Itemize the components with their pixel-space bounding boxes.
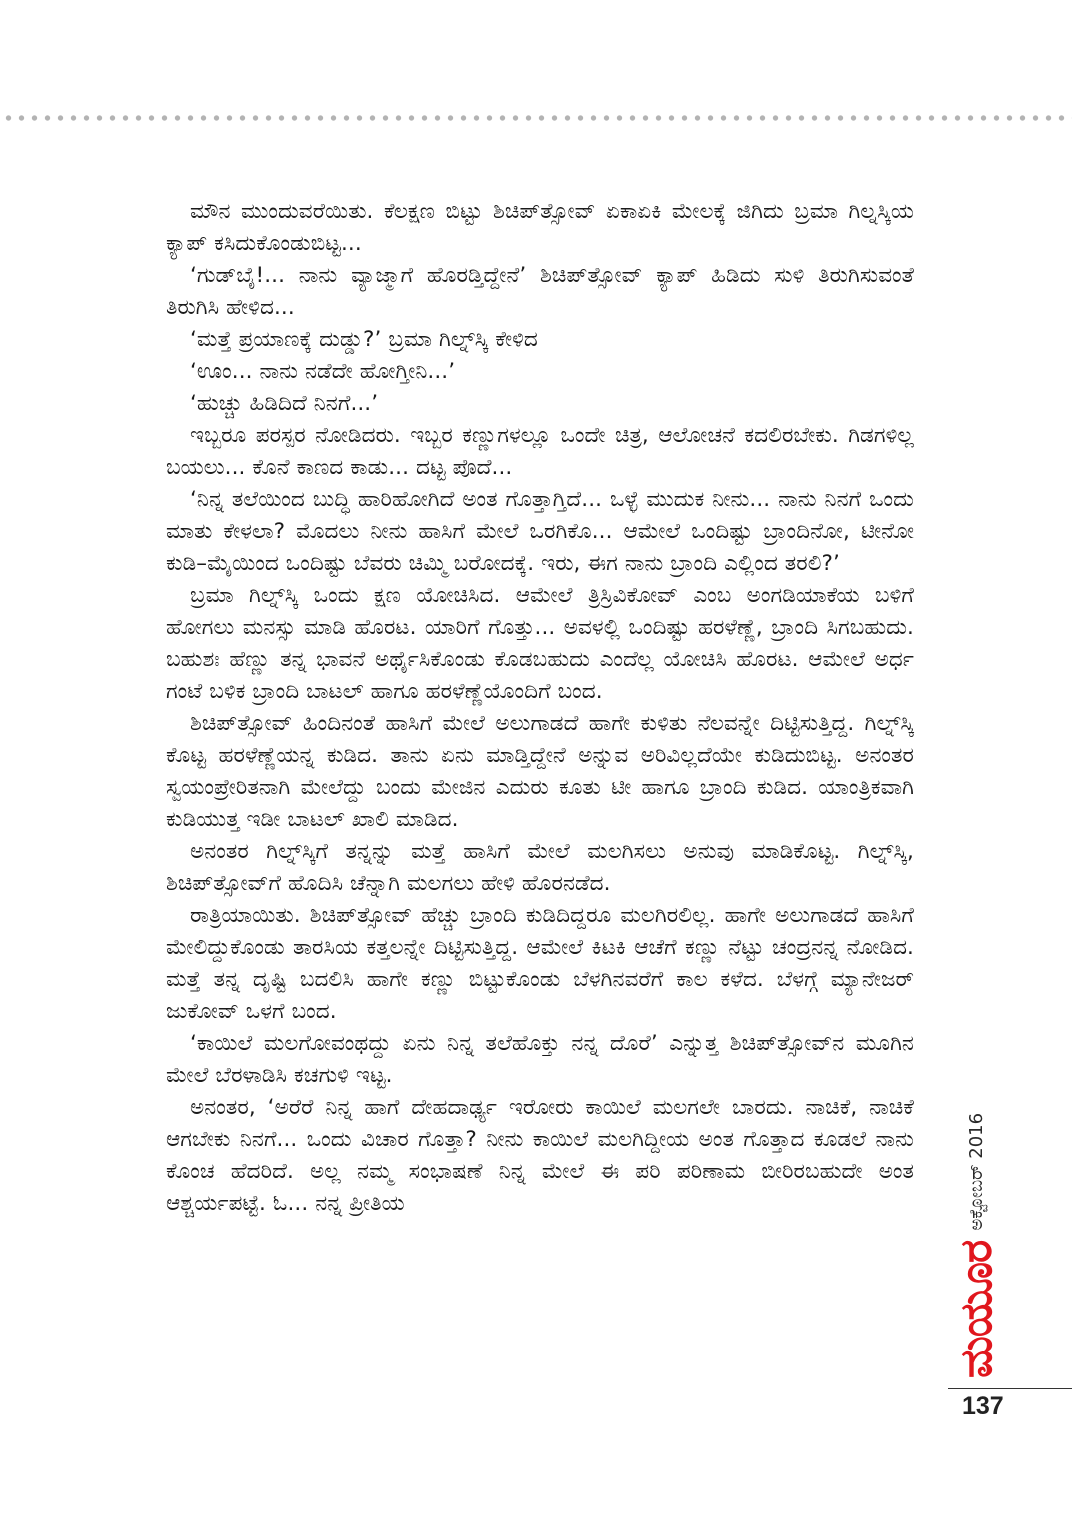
- dotted-header-rule: [0, 114, 1072, 122]
- magazine-logo: ಮಯೂರ: [951, 1240, 1002, 1378]
- page-number: 137: [962, 1392, 1004, 1420]
- paragraph: ಮೌನ ಮುಂದುವರೆಯಿತು. ಕೆಲಕ್ಷಣ ಬಿಟ್ಟು ಶಿಚಿಪ್‌ತ್ಸೋವ್ ಏಕಾಏಕಿ ಮೇಲಕ್ಕೆ ಜಿಗಿದು ಬ್ರಮಾ ಗಿಲ್ನಸ್ಕಿಯ ಕ್ಯಾಪ್ ಕಸಿದುಕೊಂಡುಬಿಟ್ಟ...: [166, 199, 914, 256]
- paragraph: ಇಬ್ಬರೂ ಪರಸ್ಪರ ನೋಡಿದರು. ಇಬ್ಬರ ಕಣ್ಣುಗಳಲ್ಲೂ ಒಂದೇ ಚಿತ್ರ, ಆಲೋಚನೆ ಕದಲಿರಬೇಕು. ಗಿಡಗಳಿಲ್ಲ ಬಯಲು... ಕೊನೆ ಕಾಣದ ಕಾಡು... ದಟ್ಟ ಪೊದೆ...: [166, 423, 914, 480]
- issue-date: ಅಕ್ಟೋಬರ್ 2016: [966, 1112, 987, 1231]
- paragraph: ‘ಮತ್ತೆ ಪ್ರಯಾಣಕ್ಕೆ ದುಡ್ಡು?’ ಬ್ರಮಾ ಗಿಲ್ನ್‌ಸ್ಕಿ ಕೇಳಿದ: [190, 327, 538, 352]
- article-body: [166, 196, 914, 1220]
- paragraph: ‘ಹುಚ್ಚು ಹಿಡಿದಿದೆ ನಿನಗೆ...’: [190, 391, 379, 416]
- page-number-rule: [948, 1388, 1072, 1389]
- paragraph: ರಾತ್ರಿಯಾಯಿತು. ಶಿಚಿಪ್‌ತ್ಸೋವ್ ಹೆಚ್ಚು ಬ್ರಾಂದಿ ಕುಡಿದಿದ್ದರೂ ಮಲಗಿರಲಿಲ್ಲ. ಹಾಗೇ ಅಲುಗಾಡದೆ ಹಾಸಿಗೆ ಮೇಲಿದ್ದುಕೊಂಡು ತಾರಸಿಯ ಕತ್ತಲನ್ನೇ ದಿಟ್ಟಿಸುತ್ತಿದ್ದ. ಆಮೇಲೆ ಕಿಟಕಿ ಆಚೆಗೆ ಕಣ್ಣು ನೆಟ್ಟು ಚಂದ್ರನನ್ನ ನೋಡಿದ. ಮತ್ತೆ ತನ್ನ ದೃಷ್ಟಿ ಬದಲಿಸಿ ಹಾಗೇ ಕಣ್ಣು ಬಿಟ್ಟುಕೊಂಡು ಬೆಳಗಿನವರೆಗೆ ಕಾಲ ಕಳೆದ. ಬೆಳಗ್ಗೆ ಮ್ಯಾನೇಜರ್ ಜುಕೋವ್ ಒಳಗೆ ಬಂದ.: [166, 903, 914, 1024]
- paragraph: ಅನಂತರ, ‘ಅರೆರೆ ನಿನ್ನ ಹಾಗೆ ದೇಹದಾರ್ಢ್ಯ ಇರೋರು ಕಾಯಿಲೆ ಮಲಗಲೇ ಬಾರದು. ನಾಚಿಕೆ, ನಾಚಿಕೆ ಆಗಬೇಕು ನಿನಗೆ... ಒಂದು ವಿಚಾರ ಗೊತ್ತಾ? ನೀನು ಕಾಯಿಲೆ ಮಲಗಿದ್ದೀಯ ಅಂತ ಗೊತ್ತಾದ ಕೂಡಲೆ ನಾನು ಕೊಂಚ ಹೆದರಿದೆ. ಅಲ್ಲ ನಮ್ಮ ಸಂಭಾಷಣೆ ನಿನ್ನ ಮೇಲೆ ಈ ಪರಿ ಪರಿಣಾಮ ಬೀರಿರಬಹುದೇ ಅಂತ ಆಶ್ಚರ್ಯಪಟ್ಟೆ. ಓ... ನನ್ನ ಪ್ರೀತಿಯ: [166, 1095, 914, 1216]
- paragraph: ಶಿಚಿಪ್‌ತ್ಸೋವ್ ಹಿಂದಿನಂತೆ ಹಾಸಿಗೆ ಮೇಲೆ ಅಲುಗಾಡದೆ ಹಾಗೇ ಕುಳಿತು ನೆಲವನ್ನೇ ದಿಟ್ಟಿಸುತ್ತಿದ್ದ. ಗಿಲ್ನ್‌ಸ್ಕಿ ಕೊಟ್ಟ ಹರಳೆಣ್ಣೆಯನ್ನ ಕುಡಿದ. ತಾನು ಏನು ಮಾಡ್ತಿದ್ದೇನೆ ಅನ್ನುವ ಅರಿವಿಲ್ಲದೆಯೇ ಕುಡಿದುಬಿಟ್ಟ. ಅನಂತರ ಸ್ವಯಂಪ್ರೇರಿತನಾಗಿ ಮೇಲೆದ್ದು ಬಂದು ಮೇಜಿನ ಎದುರು ಕೂತು ಟೀ ಹಾಗೂ ಬ್ರಾಂದಿ ಕುಡಿದ. ಯಾಂತ್ರಿಕವಾಗಿ ಕುಡಿಯುತ್ತ ಇಡೀ ಬಾಟಲ್ ಖಾಲಿ ಮಾಡಿದ.: [166, 711, 914, 832]
- paragraph: ಅನಂತರ ಗಿಲ್ನ್‌ಸ್ಕಿಗೆ ತನ್ನನ್ನು ಮತ್ತೆ ಹಾಸಿಗೆ ಮೇಲೆ ಮಲಗಿಸಲು ಅನುವು ಮಾಡಿಕೊಟ್ಟ. ಗಿಲ್ನ್‌ಸ್ಕಿ, ಶಿಚಿಪ್‌ತ್ಸೋವ್‌ಗೆ ಹೊದಿಸಿ ಚೆನ್ನಾಗಿ ಮಲಗಲು ಹೇಳಿ ಹೊರನಡೆದ.: [166, 839, 914, 896]
- paragraph: ‘ಊಂ... ನಾನು ನಡೆದೇ ಹೋಗ್ತೀನಿ...’: [190, 359, 456, 384]
- paragraph: ಬ್ರಮಾ ಗಿಲ್ನ್‌ಸ್ಕಿ ಒಂದು ಕ್ಷಣ ಯೋಚಿಸಿದ. ಆಮೇಲೆ ತ್ರಿಸ್ರಿವಿಕೋವ್ ಎಂಬ ಅಂಗಡಿಯಾಕೆಯ ಬಳಿಗೆ ಹೋಗಲು ಮನಸ್ಸು ಮಾಡಿ ಹೊರಟ. ಯಾರಿಗೆ ಗೊತ್ತು... ಅವಳಲ್ಲಿ ಒಂದಿಷ್ಟು ಹರಳೆಣ್ಣೆ, ಬ್ರಾಂದಿ ಸಿಗಬಹುದು. ಬಹುಶಃ ಹೆಣ್ಣು ತನ್ನ ಭಾವನೆ ಅರ್ಥೈಸಿಕೊಂಡು ಕೊಡಬಹುದು ಎಂದೆಲ್ಲ ಯೋಚಿಸಿ ಹೊರಟ. ಆಮೇಲೆ ಅರ್ಧ ಗಂಟೆ ಬಳಿಕ ಬ್ರಾಂದಿ ಬಾಟಲ್ ಹಾಗೂ ಹರಳೆಣ್ಣೆಯೊಂದಿಗೆ ಬಂದ.: [166, 583, 914, 704]
- paragraph: ‘ಗುಡ್‌ಬೈ!... ನಾನು ವ್ಯಾಜ್ಮಾಗೆ ಹೊರಡ್ತಿದ್ದೇನೆ’ ಶಿಚಿಪ್‌ತ್ಸೋವ್ ಕ್ಯಾಪ್ ಹಿಡಿದು ಸುಳಿ ತಿರುಗಿಸುವಂತೆ ತಿರುಗಿಸಿ ಹೇಳಿದ...: [166, 263, 914, 320]
- paragraph: ‘ಕಾಯಿಲೆ ಮಲಗೋವಂಥದ್ದು ಏನು ನಿನ್ನ ತಲೆಹೊಕ್ತು ನನ್ನ ದೊರೆ’ ಎನ್ನುತ್ತ ಶಿಚಿಪ್‌ತ್ಸೋವ್‌ನ ಮೂಗಿನ ಮೇಲೆ ಬೆರಳಾಡಿಸಿ ಕಚಗುಳಿ ಇಟ್ಟ.: [166, 1031, 914, 1088]
- paragraph: ‘ನಿನ್ನ ತಲೆಯಿಂದ ಬುದ್ಧಿ ಹಾರಿಹೋಗಿದೆ ಅಂತ ಗೊತ್ತಾಗ್ತಿದೆ... ಒಳ್ಳೆ ಮುದುಕ ನೀನು... ನಾನು ನಿನಗೆ ಒಂದು ಮಾತು ಕೇಳಲಾ? ಮೊದಲು ನೀನು ಹಾಸಿಗೆ ಮೇಲೆ ಒರಗಿಕೊ... ಆಮೇಲೆ ಒಂದಿಷ್ಟು ಬ್ರಾಂದಿನೋ, ಟೀನೋ ಕುಡಿ–ಮೈಯಿಂದ ಒಂದಿಷ್ಟು ಬೆವರು ಚಿಮ್ಮಿ ಬರೋದಕ್ಕೆ. ಇರು, ಈಗ ನಾನು ಬ್ರಾಂದಿ ಎಲ್ಲಿಂದ ತರಲಿ?’: [166, 487, 914, 576]
